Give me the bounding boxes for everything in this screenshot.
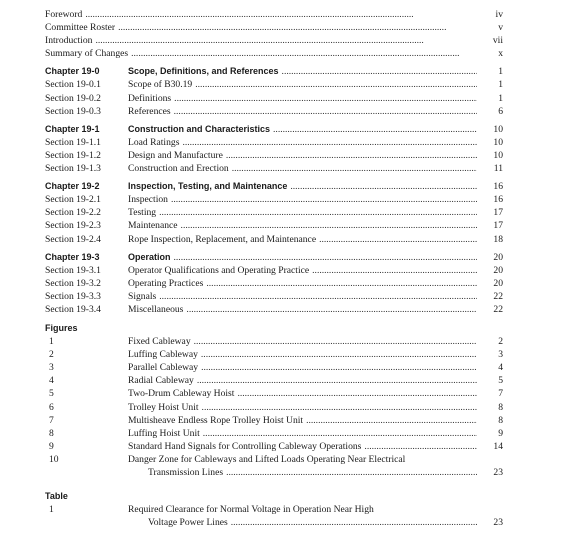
section-entry[interactable] <box>45 277 503 290</box>
figure-entry[interactable] <box>45 440 503 453</box>
figure-number: 7 <box>49 414 54 426</box>
page-number: 20 <box>493 264 503 276</box>
entry-title: Radial Cableway <box>128 375 194 387</box>
entry-title: Voltage Power Lines <box>148 517 228 529</box>
entry-title: Definitions <box>128 92 172 104</box>
entry-title: Construction and Characteristics <box>128 123 271 134</box>
figure-entry[interactable] <box>45 387 503 400</box>
page-number: 16 <box>493 194 503 206</box>
page-number: 14 <box>493 440 503 452</box>
chapter-entry[interactable] <box>45 65 503 78</box>
entry-title: Scope of B30.19 <box>128 79 193 91</box>
figure-number: 10 <box>49 453 59 465</box>
chapter-entry[interactable] <box>45 123 503 136</box>
page-number: 5 <box>498 375 503 387</box>
page-number: 11 <box>493 163 503 175</box>
entry-title: Danger Zone for Cableways and Lifted Loads Operating Near Electrical <box>128 453 406 465</box>
entry-title: Two-Drum Cableway Hoist <box>128 388 235 400</box>
entry-title: Parallel Cableway <box>128 362 199 374</box>
section-label: Section 19-0.2 <box>45 92 101 104</box>
section-label: Section 19-2.4 <box>45 233 101 245</box>
figure-entry[interactable] <box>45 414 503 427</box>
dot-leader <box>319 233 477 246</box>
entry-title: Scope, Definitions, and References <box>128 66 279 77</box>
page-number: 1 <box>498 79 503 91</box>
dot-leader <box>226 149 477 162</box>
figure-number: 8 <box>49 427 54 439</box>
section-entry[interactable] <box>45 290 503 303</box>
entry-title: Operation <box>128 251 171 262</box>
entry-title: Maintenance <box>128 220 178 232</box>
section-entry[interactable] <box>45 219 503 232</box>
entry-title: Construction and Erection <box>128 163 229 175</box>
section-label: Section 19-1.1 <box>45 136 101 148</box>
entry-title: Standard Hand Signals for Controlling Cableway Operations <box>128 440 362 452</box>
entry-title: Luffing Cableway <box>128 349 198 361</box>
figure-number: 1 <box>49 336 54 348</box>
section-entry[interactable] <box>45 92 503 105</box>
chapter-label: Chapter 19-1 <box>45 123 100 134</box>
section-entry[interactable] <box>45 105 503 118</box>
chapter-label: Chapter 19-0 <box>45 66 100 77</box>
section-entry[interactable] <box>45 303 503 316</box>
entry-title: Luffing Hoist Unit <box>128 427 200 439</box>
dot-leader <box>174 251 477 264</box>
figure-entry[interactable] <box>45 348 503 361</box>
table-number: 1 <box>49 504 54 516</box>
dot-leader <box>202 401 477 414</box>
page-number: 4 <box>498 362 503 374</box>
section-entry[interactable] <box>45 206 503 219</box>
section-label: Section 19-2.3 <box>45 220 101 232</box>
dot-leader <box>174 105 477 118</box>
dot-leader <box>203 427 477 440</box>
page-number: 22 <box>493 290 503 302</box>
toc-entry[interactable] <box>45 34 503 47</box>
dot-leader <box>131 47 477 60</box>
dot-leader <box>206 277 477 290</box>
dot-leader <box>159 290 477 303</box>
section-label: Section 19-3.3 <box>45 290 101 302</box>
figure-entry[interactable] <box>45 374 503 387</box>
section-entry[interactable] <box>45 149 503 162</box>
chapter-label: Chapter 19-2 <box>45 181 100 192</box>
dot-leader <box>195 78 477 91</box>
entry-title: Trolley Hoist Unit <box>128 401 199 413</box>
dot-leader <box>201 348 477 361</box>
table-entry[interactable] <box>45 503 503 516</box>
entry-title: Fixed Cableway <box>128 336 191 348</box>
entry-title: Operator Qualifications and Operating Practice <box>128 264 310 276</box>
dot-leader <box>159 206 477 219</box>
entry-title: Design and Manufacture <box>128 149 223 161</box>
section-label: Section 19-2.2 <box>45 207 101 219</box>
page-number: vii <box>492 35 503 47</box>
entry-title: Committee Roster <box>45 22 116 34</box>
dot-leader <box>194 335 477 348</box>
figure-entry[interactable] <box>45 453 503 466</box>
page-number: 10 <box>493 149 503 161</box>
entry-title: Transmission Lines <box>148 467 224 478</box>
page-number: 6 <box>498 105 503 117</box>
dot-leader <box>273 123 477 136</box>
dot-leader <box>232 162 477 175</box>
page-number: 7 <box>498 388 503 400</box>
page-number: x <box>498 48 503 60</box>
dot-leader <box>226 466 477 479</box>
section-entry[interactable] <box>45 193 503 206</box>
entry-title: Inspection, Testing, and Maintenance <box>128 181 288 192</box>
section-entry[interactable] <box>45 264 503 277</box>
entry-title: Inspection <box>128 194 168 206</box>
figure-entry[interactable] <box>45 361 503 374</box>
entry-title: Load Ratings <box>128 136 180 148</box>
section-entry[interactable] <box>45 162 503 175</box>
dot-leader <box>282 65 477 78</box>
page-number: 17 <box>493 220 503 232</box>
entry-title: Foreword <box>45 9 83 20</box>
section-entry[interactable] <box>45 136 503 149</box>
section-entry[interactable] <box>45 233 503 246</box>
section-label: Section 19-3.1 <box>45 264 101 276</box>
page-number: 22 <box>493 303 503 315</box>
chapter-entry[interactable] <box>45 251 503 264</box>
entry-title: Introduction <box>45 35 93 47</box>
page-number: 1 <box>498 66 503 78</box>
figure-entry[interactable] <box>45 401 503 414</box>
dot-leader <box>181 219 477 232</box>
dot-leader <box>197 374 477 387</box>
dot-leader <box>364 440 477 453</box>
chapter-entry[interactable] <box>45 180 503 193</box>
entry-title: References <box>128 105 171 117</box>
page-number: 16 <box>493 181 503 193</box>
entry-title: Summary of Changes <box>45 48 129 60</box>
page-number: 2 <box>498 336 503 348</box>
page-number: 1 <box>498 92 503 104</box>
table-of-contents <box>45 8 503 529</box>
dot-leader <box>118 21 477 34</box>
toc-entry[interactable] <box>45 8 503 21</box>
figure-entry[interactable] <box>45 335 503 348</box>
dot-leader <box>237 387 477 400</box>
chapter-label: Chapter 19-3 <box>45 251 100 262</box>
section-label: Section 19-3.2 <box>45 277 101 289</box>
entry-title: Operating Practices <box>128 277 204 289</box>
page-number: 10 <box>493 123 503 135</box>
dot-leader <box>312 264 477 277</box>
section-label: Section 19-2.1 <box>45 194 101 206</box>
dot-leader <box>290 180 477 193</box>
dot-leader <box>174 92 477 105</box>
dot-leader <box>182 136 477 149</box>
figure-number: 3 <box>49 362 54 374</box>
entry-title: Multisheave Endless Rope Trolley Hoist Unit <box>128 414 304 426</box>
dot-leader <box>186 303 477 316</box>
page-number: 23 <box>493 467 503 478</box>
figure-number: 4 <box>49 375 54 387</box>
dot-leader <box>201 361 477 374</box>
page-number: 10 <box>493 136 503 148</box>
page-number: 23 <box>493 517 503 529</box>
figure-number: 5 <box>49 388 54 400</box>
section-label: Section 19-1.2 <box>45 149 101 161</box>
table-entry-continued <box>45 516 503 529</box>
entry-title: Rope Inspection, Replacement, and Maintenance <box>128 233 317 245</box>
figure-entry[interactable] <box>45 427 503 440</box>
dot-leader <box>95 34 477 47</box>
page-number: iv <box>495 9 503 20</box>
dot-leader <box>306 414 477 427</box>
section-label: Section 19-3.4 <box>45 303 101 315</box>
section-entry[interactable] <box>45 78 503 91</box>
page-number: 20 <box>493 277 503 289</box>
figure-number: 6 <box>49 401 54 413</box>
toc-entry[interactable] <box>45 21 503 34</box>
page-number: 17 <box>493 207 503 219</box>
section-label: Section 19-1.3 <box>45 163 101 175</box>
page-number: 18 <box>493 233 503 245</box>
section-label: Section 19-0.1 <box>45 79 101 91</box>
dot-leader <box>85 8 477 21</box>
page-number: 3 <box>498 349 503 361</box>
page-number: v <box>498 22 503 34</box>
dot-leader <box>171 193 477 206</box>
toc-entry[interactable] <box>45 47 503 60</box>
figure-number: 9 <box>49 440 54 452</box>
section-label: Section 19-0.3 <box>45 105 101 117</box>
page-number: 20 <box>493 251 503 263</box>
page-number: 8 <box>498 414 503 426</box>
page-number: 9 <box>498 427 503 439</box>
figure-number: 2 <box>49 349 54 361</box>
table-heading: Table <box>45 491 68 502</box>
page-number: 8 <box>498 401 503 413</box>
entry-title: Signals <box>128 290 157 302</box>
figures-heading: Figures <box>45 323 78 334</box>
figure-entry-continued <box>45 466 503 479</box>
entry-title: Required Clearance for Normal Voltage in Operation Near High <box>128 504 374 516</box>
dot-leader <box>231 516 477 529</box>
entry-title: Testing <box>128 207 157 219</box>
entry-title: Miscellaneous <box>128 303 184 315</box>
